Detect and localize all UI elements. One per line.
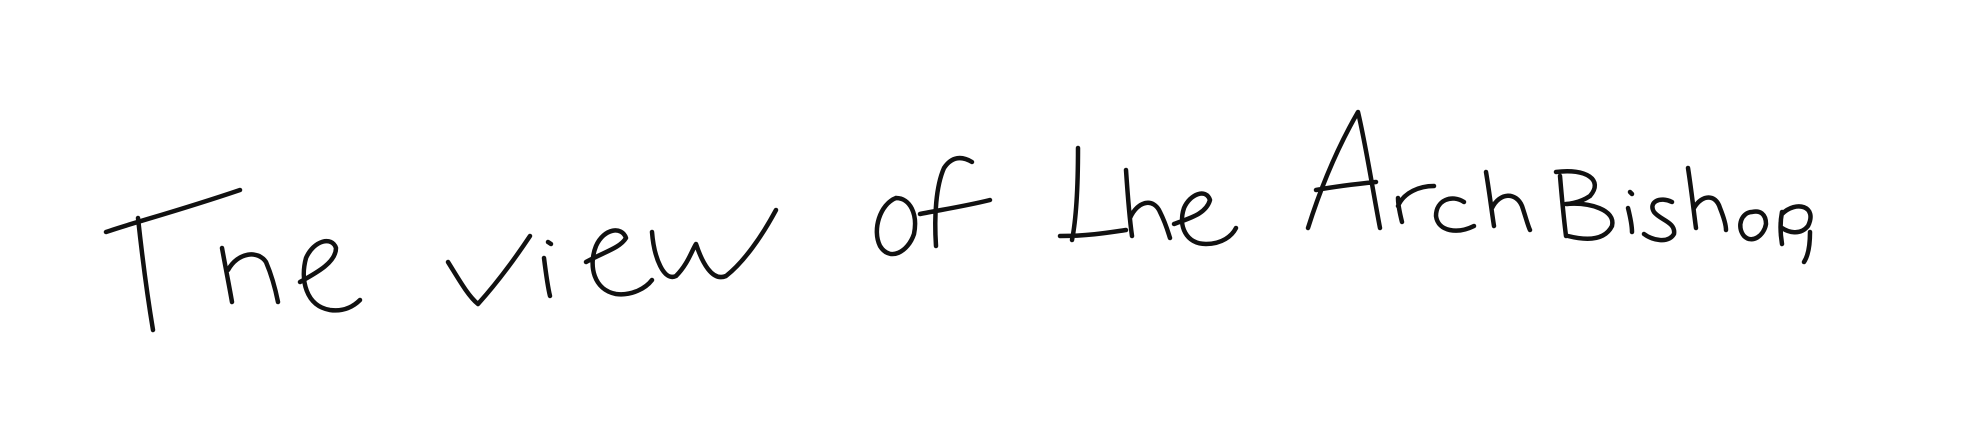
stroke-o2 [1740,212,1766,240]
stroke-a [1308,112,1380,228]
stroke-o [877,198,915,254]
stroke-i2-stem [1628,208,1632,232]
stroke-c [1436,198,1474,230]
stroke-b [1556,171,1612,239]
word-the [106,190,360,330]
word-of [877,158,990,254]
word-view [448,210,776,304]
stroke-e3 [1174,194,1236,244]
stroke-r [1398,186,1434,222]
stroke-t2 [1060,148,1126,240]
stroke-h3 [1486,172,1530,230]
stroke-comma [1804,232,1810,262]
stroke-w [652,210,776,277]
stroke-h [222,248,278,302]
stroke-p [1781,206,1811,244]
stroke-i2-dot [1630,192,1632,194]
word-archbishop [1308,112,1811,262]
stroke-v [448,236,530,304]
stroke-t-bar [106,190,240,232]
stroke-e1 [300,241,360,310]
word-the-lower [1060,148,1236,244]
stroke-s [1644,200,1674,240]
stroke-e2 [586,230,652,294]
stroke-i-dot [548,242,551,244]
stroke-f [920,158,990,246]
stroke-t-stem [138,218,153,330]
stroke-i-stem [544,258,550,296]
stroke-h4 [1688,168,1726,230]
stroke-h2 [1126,170,1170,238]
